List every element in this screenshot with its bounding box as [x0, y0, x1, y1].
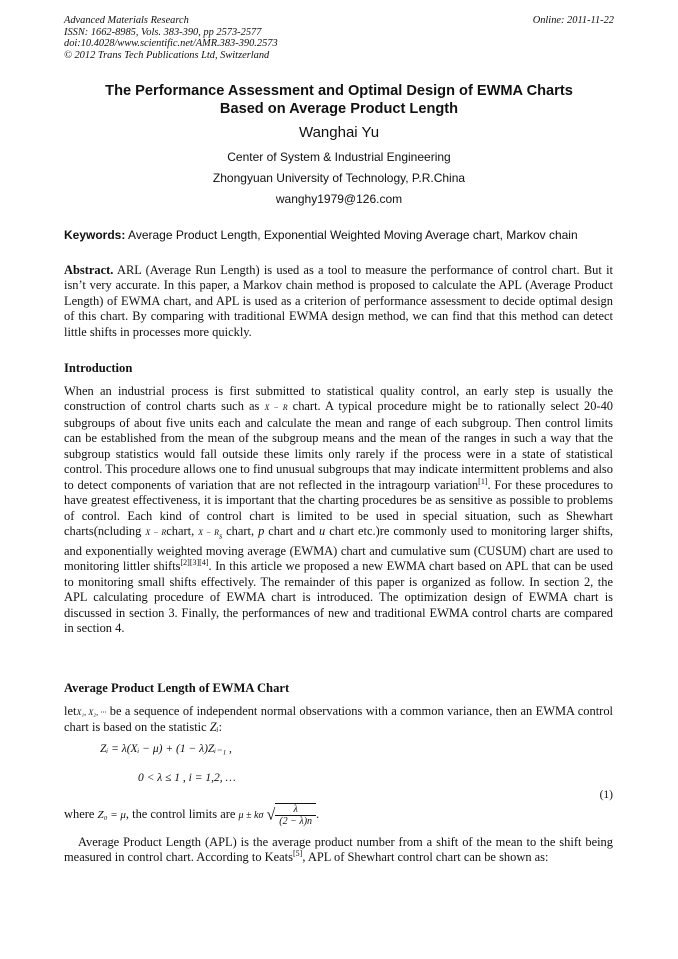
apl-control-limits [64, 803, 613, 827]
apl-paragraph-1 [64, 704, 613, 736]
period: . [316, 806, 320, 821]
zi-symbol: Zᵢ [209, 720, 219, 735]
apl-text-4: , APL of Shewhart control chart can be shown as: [302, 850, 549, 865]
s-subscript: s [219, 531, 223, 541]
xr-symbol-2: X − R [145, 528, 167, 538]
keywords [64, 228, 624, 242]
doi-line: doi:10.4028/www.scientific.net/AMR.383-390.2573 [64, 38, 278, 50]
apl-text-3: Average Product Length (APL) is the average product number from a shift of the mean to the shift being measured in control chart. According to Keats [64, 835, 613, 865]
equation-lambda-range: 0 < λ ≤ 1 , i = 1,2, … [138, 772, 236, 784]
colon: : [218, 720, 223, 735]
author-name: Wanghai Yu [298, 124, 380, 141]
author-email: wanghy1979@126.com [275, 192, 403, 206]
sqrt-fraction [266, 803, 320, 827]
apl-paragraph-2 [64, 835, 613, 866]
let-word: let [64, 704, 77, 718]
journal-header [64, 15, 278, 61]
apl-text-1: be a sequence of independent normal observations with a common variance, then an EWMA control chart is based on the statistic [64, 704, 613, 735]
issn-line: ISSN: 1662-8985, Vols. 383-390, pp 2573-2577 [64, 26, 262, 38]
journal-name: Advanced Materials Research [64, 15, 189, 26]
intro-text-8: . In this article we proposed a new EWMA chart based on APL that can be used to monitoring small shifts effectively. The remainder of this paper is organized as follow. In section 2, the APL calculating procedure of EWMA chart is introduced. The optimization design of EWMA chart is discussed in section 3. Finally, the performances of new and traditional EWMA control charts are compared in section 4. [64, 559, 614, 636]
citation-1: [1] [478, 476, 488, 486]
introduction-heading: Introduction [64, 361, 133, 375]
intro-text-4: chart, [166, 524, 195, 539]
intro-text-2: chart. A typical procedure might be to rationally select 20-40 subgroups of about five units each and calculate the mean and range of each subgroup. Then control limits can be established from the mean of the subgroup means and the mean of the ranges in such a way that the subgroup statistics would fall outside these limits only rarely if the process were in a state of statistical control. This procedure allows one to find unusual subgroups that may indicate intermittent problems and also to detect components of variation that are not reflected in the intragourp variation [64, 399, 614, 492]
where-word: where [64, 806, 95, 821]
equation-ewma-statistic: Zᵢ = λ(Xᵢ − μ) + (1 − λ)Zᵢ₋₁ , [100, 743, 232, 755]
paper-title-line-2: Based on Average Product Length [219, 101, 459, 117]
intro-text-7: chart etc.)re commonly used to monitoring larger shifts, and exponentially weighted moving average (EWMA) chart and cumulative sum (CUSUM) chart are used to monitoring littler shifts [64, 524, 614, 574]
intro-text-5: chart, [226, 524, 255, 539]
affiliation-line-1: Center of System & Industrial Engineering [227, 150, 451, 164]
intro-text-1: When an industrial process is first submitted to statistical quality control, an early step is usually the construction of control charts such as [64, 384, 613, 414]
fraction-denominator: (2 − λ)n [279, 816, 313, 827]
p-symbol: p [258, 524, 265, 539]
z0-symbol: Z₀ = μ [97, 808, 126, 821]
introduction-paragraph [64, 384, 613, 637]
citation-2-4: [2][3][4] [180, 558, 209, 568]
u-symbol: u [319, 524, 326, 539]
keywords-text: Average Product Length, Exponential Weighted Moving Average chart, Markov chain [128, 228, 578, 242]
fraction [275, 803, 316, 827]
copyright-line: © 2012 Trans Tech Publications Ltd, Switzerland [64, 49, 270, 61]
abstract-label: Abstract. [64, 263, 114, 277]
apl-section-heading: Average Product Length of EWMA Chart [64, 681, 290, 695]
limit-prefix: μ ± kσ [238, 809, 264, 821]
fraction-numerator: λ [275, 804, 316, 816]
intro-text-3: . For these procedures to have greatest effectiveness, it is important that the charting procedures be as sensitive as possible to problems of control. Each kind of control chart is limited to be used in special situation, such as Shewhart charts(ncluding [64, 477, 613, 539]
abstract [64, 263, 613, 340]
online-date: Online: 2011-11-22 [532, 15, 614, 26]
intro-text-6: chart and [268, 524, 316, 539]
xr-symbol: X − R [264, 403, 288, 413]
citation-5: [5] [292, 849, 303, 859]
equation-number: (1) [599, 789, 613, 801]
xrs-symbol: X − R [198, 528, 220, 538]
abstract-text: ARL (Average Run Length) is used as a tool to measure the performance of control chart. But it isn’t very accurate. In this paper, a Markov chain method is proposed to calculate the APL (Average Product Length) of EWMA chart, and APL is used as a criterion of performance assessment to decide optimal design of this chart. By comparing with traditional EWMA design method, we can find that this method can detect little shifts in processes more quickly. [64, 263, 613, 339]
affiliation-line-2: Zhongyuan University of Technology, P.R.China [212, 171, 466, 185]
sequence-symbol: X₁, X₂, ··· [76, 708, 107, 717]
paper-title-line-1: The Performance Assessment and Optimal Design of EWMA Charts [105, 83, 573, 99]
sqrt-sign: √ [266, 806, 276, 824]
apl-text-2: , the control limits are [125, 806, 236, 821]
keywords-label: Keywords: [64, 228, 126, 242]
